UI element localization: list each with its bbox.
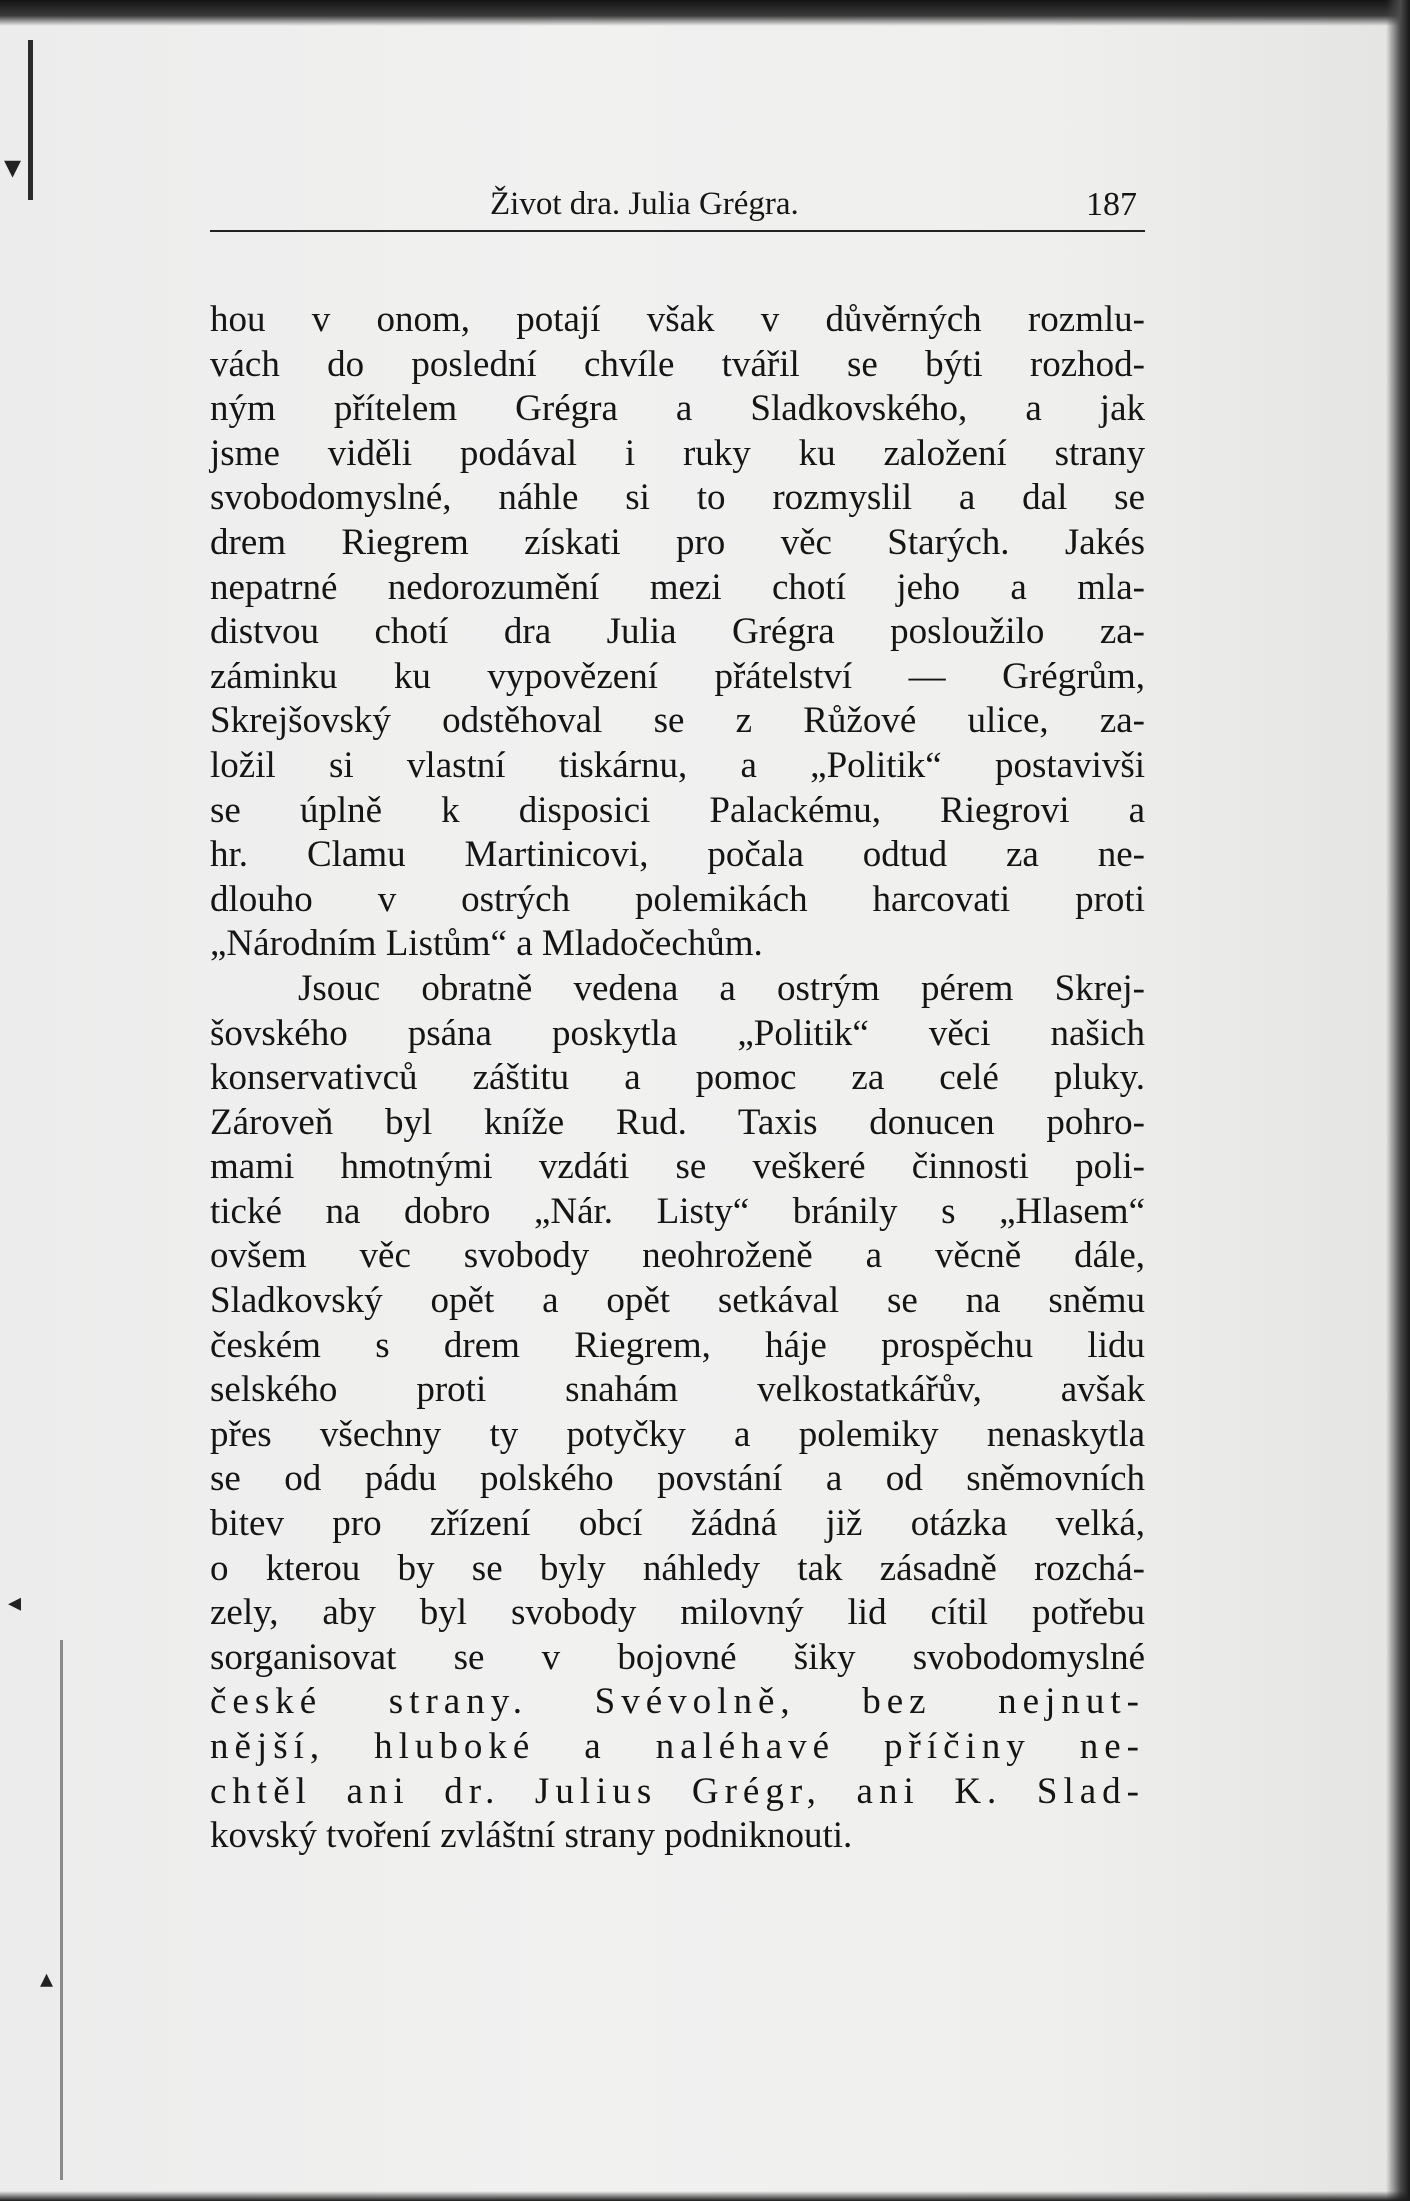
text-line: záminku ku vypovězení přátelství — Grégrům, xyxy=(210,655,1145,697)
margin-tick-mark: ▴ xyxy=(40,1964,54,1994)
text-line: o kterou by se byly náhledy tak zásadně rozchá- xyxy=(210,1547,1145,1589)
scan-edge-bottom xyxy=(0,2191,1410,2201)
text-line: tické na dobro „Nár. Listy“ bránily s „Hlasem“ xyxy=(210,1190,1145,1232)
emphasized-text-line: chtěl ani dr. Julius Grégr, ani K. Slad- xyxy=(210,1770,1145,1812)
binding-gutter-mark xyxy=(28,40,33,200)
running-header xyxy=(210,186,1145,232)
text-line: dlouho v ostrých polemikách harcovati proti xyxy=(210,878,1145,920)
text-line: selského proti snahám velkostatkářův, avšak xyxy=(210,1369,1145,1411)
text-line: Zároveň byl kníže Rud. Taxis donucen pohro- xyxy=(210,1101,1145,1143)
text-line: zely, aby byl svobody milovný lid cítil potřebu xyxy=(210,1592,1145,1634)
text-line: svobodomyslné, náhle si to rozmyslil a dal se xyxy=(210,477,1145,519)
text-line: českém s drem Riegrem, háje prospěchu lidu xyxy=(210,1324,1145,1366)
margin-tick-mark: ◂ xyxy=(8,1588,22,1618)
paragraph-last-line: kovský tvoření zvláštní strany podniknouti. xyxy=(210,1815,853,1857)
page-number: 187 xyxy=(1086,186,1137,223)
header-rule xyxy=(210,230,1145,232)
body-text xyxy=(210,298,1145,1859)
text-line: se od pádu polského povstání a od sněmovních xyxy=(210,1458,1145,1500)
text-line: mami hmotnými vzdáti se veškeré činnosti poli- xyxy=(210,1146,1145,1188)
margin-tick-mark: ▾ xyxy=(4,147,22,187)
text-line: jsme viděli podával i ruky ku založení strany xyxy=(210,432,1145,474)
emphasized-text-line: české strany. Svévolně, bez nejnut- xyxy=(210,1681,1145,1723)
text-line: konservativců záštitu a pomoc za celé pluky. xyxy=(210,1057,1145,1099)
paragraph-last-line: „Národním Listům“ a Mladočechům. xyxy=(210,923,763,965)
text-line: bitev pro zřízení obcí žádná již otázka velká, xyxy=(210,1503,1145,1545)
text-line: se úplně k disposici Palackému, Riegrovi a xyxy=(210,789,1145,831)
text-line: ložil si vlastní tiskárnu, a „Politik“ postavivši xyxy=(210,744,1145,786)
paragraph-first-line: Jsouc obratně vedena a ostrým pérem Skrej- xyxy=(298,967,1145,1009)
text-line: nepatrné nedorozumění mezi chotí jeho a mla- xyxy=(210,566,1145,608)
binding-gutter-line xyxy=(60,1640,63,2180)
text-line: ným přítelem Grégra a Sladkovského, a jak xyxy=(210,388,1145,430)
scan-edge-right xyxy=(1386,0,1410,2201)
running-title: Život dra. Julia Grégra. xyxy=(490,186,799,222)
text-line: hr. Clamu Martinicovi, počala odtud za ne- xyxy=(210,834,1145,876)
text-line: Skrejšovský odstěhoval se z Růžové ulice, za- xyxy=(210,700,1145,742)
emphasized-text-line: nější, hluboké a naléhavé příčiny ne- xyxy=(210,1726,1145,1767)
text-line: přes všechny ty potyčky a polemiky nenaskytla xyxy=(210,1413,1145,1455)
text-line: šovského psána poskytla „Politik“ věci našich xyxy=(210,1012,1145,1054)
text-line: Sladkovský opět a opět setkával se na sněmu xyxy=(210,1280,1145,1322)
scan-edge-top xyxy=(0,0,1410,26)
text-line: sorganisovat se v bojovné šiky svobodomyslné xyxy=(210,1636,1145,1678)
text-line: ovšem věc svobody neohroženě a věcně dále, xyxy=(210,1235,1145,1277)
text-line: vách do poslední chvíle tvářil se býti rozhod- xyxy=(210,343,1145,385)
text-line: hou v onom, potají však v důvěrných rozmlu- xyxy=(210,299,1145,340)
text-line: distvou chotí dra Julia Grégra posloužilo za- xyxy=(210,611,1145,653)
text-line: drem Riegrem získati pro věc Starých. Jakés xyxy=(210,521,1145,563)
